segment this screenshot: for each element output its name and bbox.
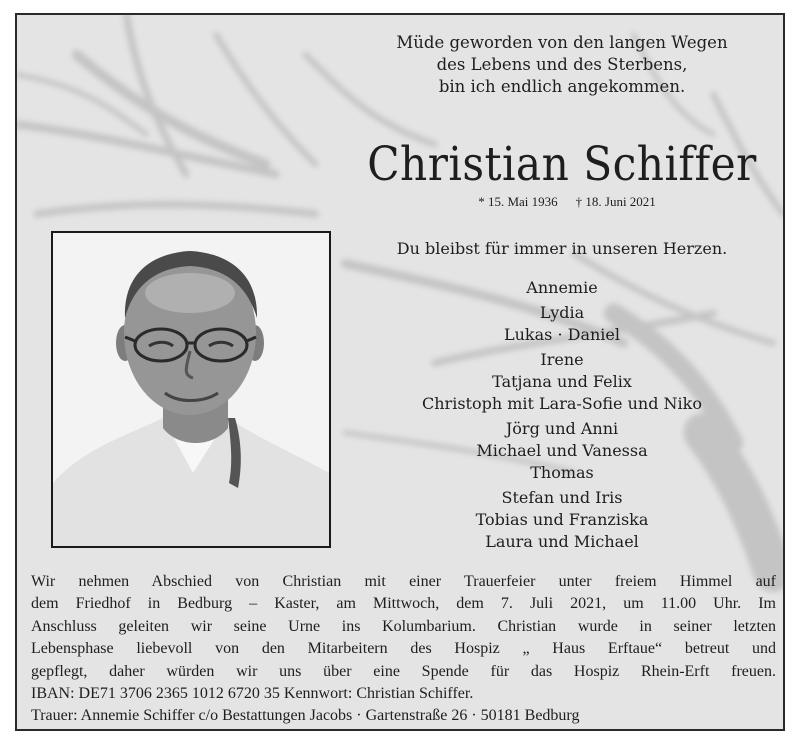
family-group — [382, 277, 742, 299]
poem-line: des Lebens und des Sterbens, — [436, 55, 688, 74]
notice-line: Wir nehmen Abschied von Christian mit einer Trauerfeier unter freiem Himmel auf — [31, 573, 776, 590]
deceased-name: Christian Schiffer — [367, 137, 757, 192]
life-dates — [417, 194, 717, 210]
family-member: Lukas · Daniel — [503, 325, 620, 344]
family-member: Jörg und Anni — [505, 419, 619, 438]
family-group — [382, 418, 742, 484]
donation-bank-details: IBAN: DE71 3706 2365 1012 6720 35 Kennwort: Christian Schiffer. — [31, 685, 474, 703]
funeral-notice — [31, 571, 776, 728]
family-member: Annemie — [526, 278, 598, 297]
family-list — [382, 277, 742, 556]
family-member: Stefan und Iris — [501, 488, 623, 507]
obituary-frame — [15, 13, 785, 731]
family-member: Michael und Vanessa — [476, 441, 648, 460]
birth-date: * 15. Mai 1936 — [478, 194, 558, 209]
notice-line: gepflegt, daher würden wir uns über eine Spende für das Hospiz Rhein-Erft freuen. — [31, 662, 776, 680]
poem-line: bin ich endlich angekommen. — [438, 77, 686, 96]
motto: Du bleibst für immer in unseren Herzen. — [396, 239, 728, 258]
family-member: Irene — [540, 350, 584, 369]
family-group — [382, 487, 742, 553]
family-member: Thomas — [530, 463, 594, 482]
family-member: Tatjana und Felix — [492, 372, 632, 391]
family-member: Tobias und Franziska — [475, 510, 649, 529]
family-group — [382, 302, 742, 346]
notice-line: dem Friedhof in Bedburg – Kaster, am Mittwoch, dem 7. Juli 2021, um 11.00 Uhr. Im — [31, 595, 776, 613]
mourning-address: Trauer: Annemie Schiffer c/o Bestattungen Jacobs · Gartenstraße 26 · 50181 Bedburg — [31, 707, 580, 725]
family-member: Christoph mit Lara-Sofie und Niko — [422, 394, 702, 413]
notice-line: Lebensphase liebevoll von den Mitarbeitern des Hospiz „ Haus Erftaue“ betreut und — [31, 640, 776, 658]
portrait-photo — [51, 231, 331, 548]
family-member: Laura und Michael — [485, 532, 639, 551]
poem-line: Müde geworden von den langen Wegen — [396, 33, 728, 52]
death-date: † 18. Juni 2021 — [575, 194, 656, 209]
family-group — [382, 349, 742, 415]
notice-line: Anschluss geleiten wir seine Urne ins Kolumbarium. Christian wurde in seiner letzten — [31, 617, 776, 635]
poem — [357, 32, 767, 98]
portrait-image — [53, 233, 329, 546]
family-member: Lydia — [539, 303, 585, 322]
